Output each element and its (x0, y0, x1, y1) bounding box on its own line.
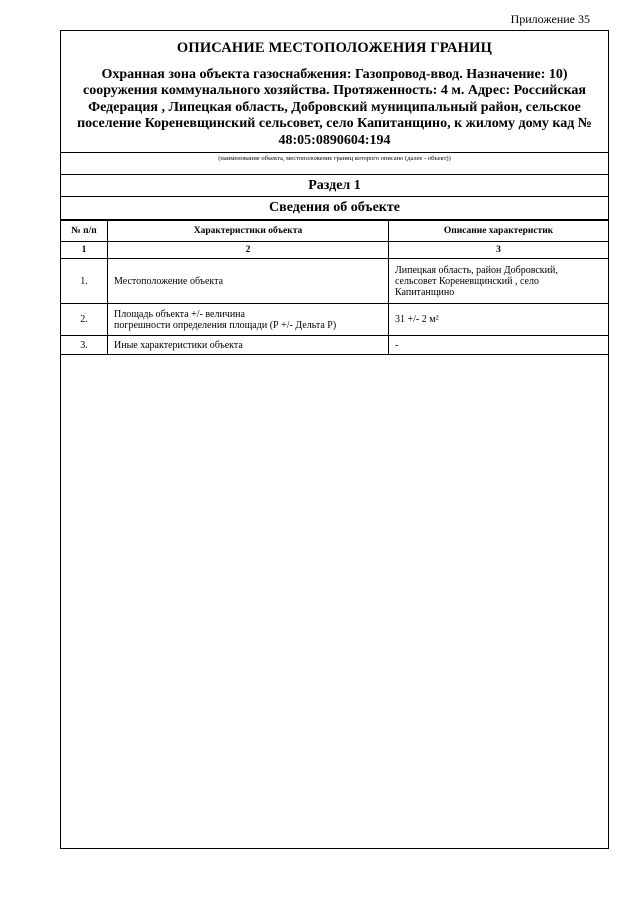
value-line: Липецкая область, район Добровский, (395, 264, 558, 276)
object-line: сооружения коммунального хозяйства. Протяженность: 4 м. Адрес: Российская (82, 83, 587, 99)
object-line: Охранная зона объекта газоснабжения: Газопровод-ввод. Назначение: 10) (101, 67, 568, 82)
characteristic-name (108, 259, 389, 304)
row-number: 3. (61, 336, 108, 355)
document-title: ОПИСАНИЕ МЕСТОПОЛОЖЕНИЯ ГРАНИЦ (176, 40, 493, 56)
characteristic-line: погрешности определения площади (Р +/- Дельта Р) (114, 319, 337, 331)
document-frame (60, 30, 609, 849)
value-line: Капитанщино (395, 286, 455, 298)
value-line: - (395, 339, 399, 351)
object-description (69, 67, 600, 149)
table-row (61, 259, 608, 304)
characteristic-value (389, 304, 609, 336)
characteristic-value (389, 336, 609, 355)
section-title: Раздел 1 (61, 174, 608, 197)
object-line: Федерация , Липецкая область, Добровский муниципальный район, сельское (88, 99, 581, 115)
value-line: 31 +/- 2 м² (395, 314, 439, 326)
appendix-label: Приложение 35 (510, 12, 590, 26)
row-number: 1. (61, 259, 108, 304)
object-hint: (наименование объекта, местоположение границ которого описано (далее - объект)) (61, 152, 608, 166)
row-number: 2. (61, 304, 108, 336)
characteristic-line: Площадь объекта +/- величина (114, 308, 245, 320)
table-row (61, 336, 608, 355)
column-number: 2 (108, 242, 389, 259)
object-table (61, 220, 608, 355)
column-header: Характеристики объекта (108, 221, 389, 242)
object-line: поселение Кореневщинский сельсовет, село Капитанщино, к жилому дому кад № (77, 116, 592, 132)
table-header-row (61, 221, 608, 242)
column-header: № п/п (61, 221, 108, 242)
characteristic-line: Иные характеристики объекта (114, 339, 243, 351)
characteristic-value (389, 259, 609, 304)
object-line: 48:05:0890604:194 (278, 132, 391, 148)
column-number: 1 (61, 242, 108, 259)
info-title: Сведения об объекте (61, 197, 608, 220)
column-number: 3 (389, 242, 609, 259)
column-header: Описание характеристик (389, 221, 609, 242)
characteristic-name (108, 336, 389, 355)
value-line: сельсовет Кореневщинский , село (395, 275, 539, 287)
characteristic-name (108, 304, 389, 336)
column-number-row (61, 242, 608, 259)
characteristic-line: Местоположение объекта (114, 275, 224, 287)
table-row (61, 304, 608, 336)
